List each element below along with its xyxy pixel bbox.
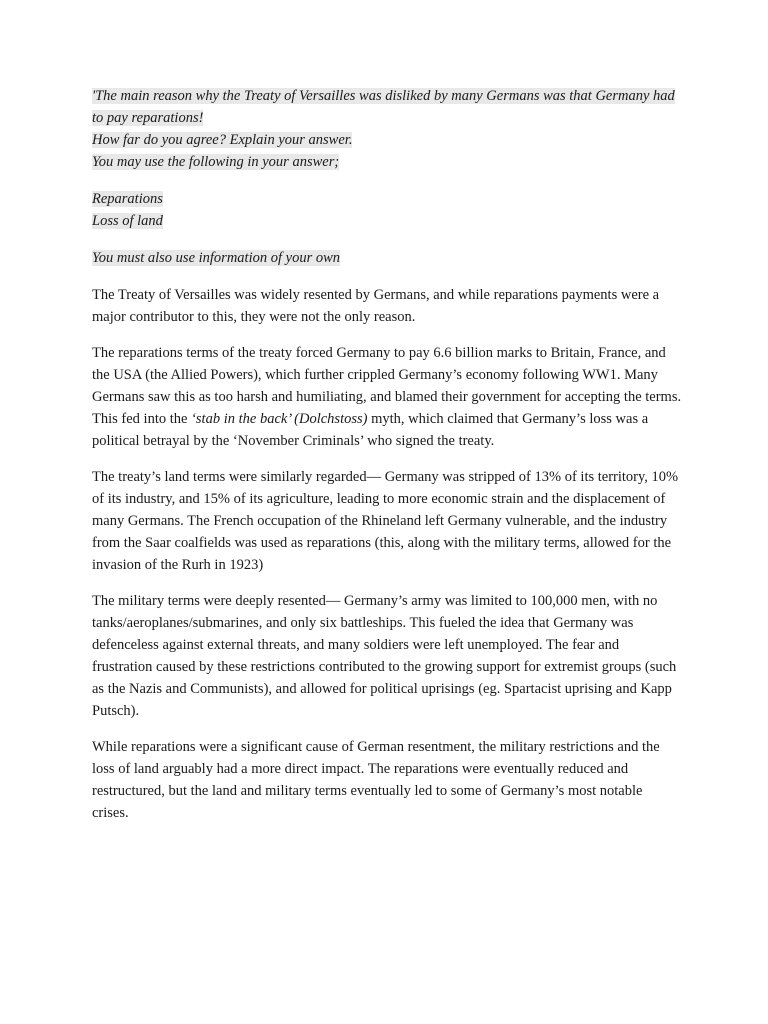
question-quote: 'The main reason why the Treaty of Versailles was disliked by many Germans was that Germany had to pay reparations!: [92, 88, 675, 126]
question-prompt: [92, 85, 682, 173]
essay-military-paragraph: The military terms were deeply resented— Germany’s army was limited to 100,000 men, with no tanks/aeroplanes/submarines, and only six battleships. This fueled the idea that Germany was defenceless against external threats, and many soldiers were left unemployed. The fear and frustration caused by these restrictions contributed to the growing support for extremist groups (such as the Nazis and Communists), and allowed for political uprisings (eg. Spartacist uprising and Kapp Putsch).: [92, 593, 677, 719]
reparations-text-1: The reparations terms of the treaty forced Germany to pay 6.6 billion marks to Britain, France, and the USA (the Allied Powers), which further crippled Germany’s economy following WW1. Many Germans saw this as too harsh and humiliating, and blamed their government for accepting the terms. This fed into the: [92, 345, 682, 427]
stab-in-the-back-term: ‘stab in the back’ (Dolchstoss): [191, 411, 368, 427]
question-own-info: [92, 247, 682, 269]
own-info-instruction: You must also use information of your own: [92, 250, 341, 266]
reparations-text-2: myth, which claimed that Germany’s loss was a political betrayal by the ‘November Criminals’ who signed the treaty.: [92, 411, 649, 449]
essay-conclusion: While reparations were a significant cause of German resentment, the military restrictions and the loss of land arguably had a more direct impact. The reparations were eventually reduced and restructured, but the land and military terms eventually led to some of Germany’s most notable crises.: [92, 739, 660, 821]
question-hints: [92, 188, 682, 232]
document-page: [92, 85, 682, 838]
essay-reparations-paragraph: [92, 342, 682, 452]
hint-loss-of-land: Loss of land: [92, 213, 163, 229]
question-instruction: How far do you agree? Explain your answer.: [92, 132, 353, 148]
hint-reparations: Reparations: [92, 191, 163, 207]
question-use-following: You may use the following in your answer;: [92, 154, 340, 170]
essay-land-paragraph: The treaty’s land terms were similarly regarded— Germany was stripped of 13% of its territory, 10% of its industry, and 15% of its agriculture, leading to more economic strain and the displacement of many Germans. The French occupation of the Rhineland left Germany vulnerable, and the industry from the Saar coalfields was used as reparations (this, along with the military terms, allowed for the invasion of the Rurh in 1923): [92, 469, 679, 573]
essay-intro: The Treaty of Versailles was widely resented by Germans, and while reparations payments were a major contributor to this, they were not the only reason.: [92, 287, 660, 325]
